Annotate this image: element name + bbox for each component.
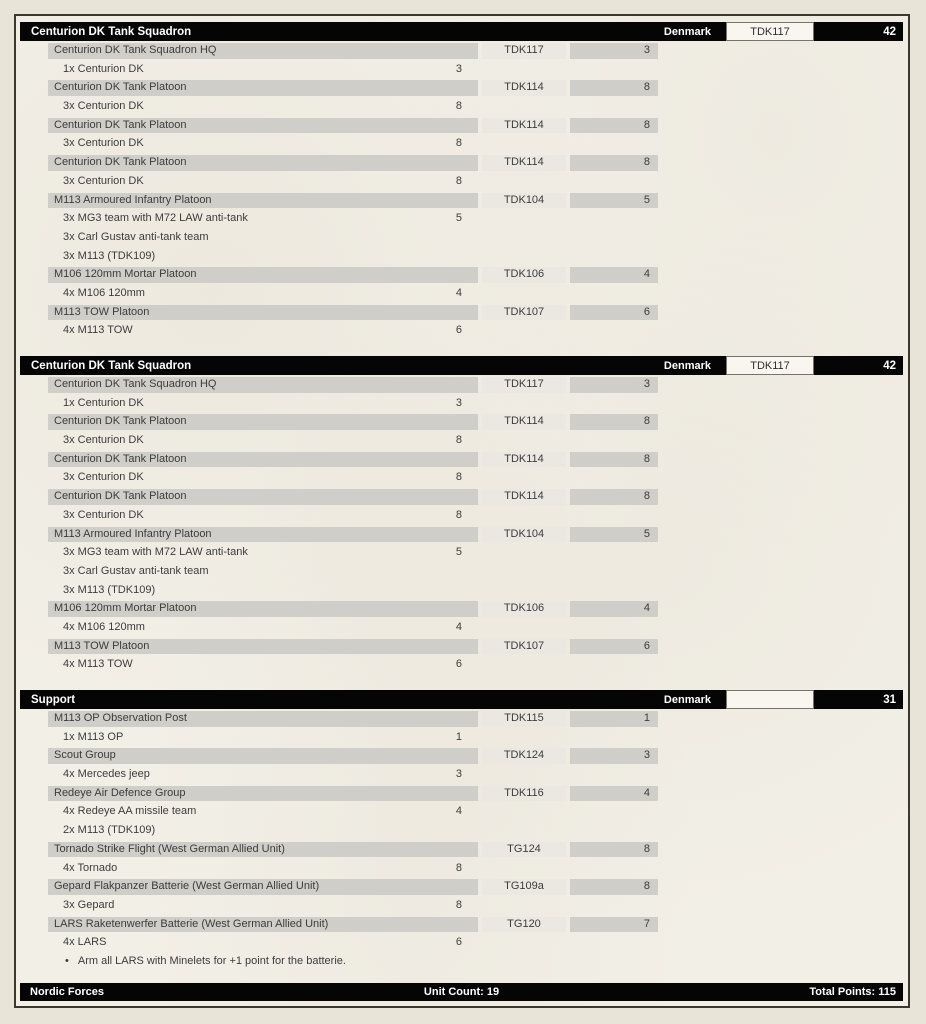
unit-code: TG124: [482, 842, 566, 858]
sub-item-count: 8: [455, 174, 462, 187]
sub-item-count: 8: [455, 898, 462, 911]
unit-points: 6: [570, 639, 658, 655]
sub-item-name: 4x Tornado: [63, 861, 118, 874]
unit-row: [16, 600, 908, 619]
section-rows: [16, 42, 908, 341]
sub-row: [16, 803, 908, 822]
sub-item-count: [48, 823, 462, 839]
unit-name: M113 Armoured Infantry Platoon: [48, 527, 478, 543]
unit-code: TDK117: [482, 377, 566, 393]
unit-points: 8: [570, 118, 658, 134]
sub-item-count: [48, 583, 462, 599]
note-row: [16, 953, 908, 972]
sub-row: [16, 544, 908, 563]
sub-item-name: 4x M106 120mm: [63, 620, 145, 633]
sub-row: [16, 729, 908, 748]
sub-row: [16, 210, 908, 229]
unit-name: M113 TOW Platoon: [48, 305, 478, 321]
sub-item-count: [48, 230, 462, 246]
sub-item-name: 3x M113 (TDK109): [63, 249, 156, 262]
sections-container: [16, 16, 908, 972]
section-code-box: [726, 690, 814, 709]
unit-row: [16, 413, 908, 432]
unit-name: M113 Armoured Infantry Platoon: [48, 193, 478, 209]
unit-points: 8: [570, 842, 658, 858]
section-nation: Denmark: [663, 693, 711, 706]
sub-item-name: 3x Gepard: [63, 898, 115, 911]
sub-item-name: 1x M113 OP: [63, 730, 124, 743]
sub-item-count: 8: [455, 508, 462, 521]
sub-row: [16, 395, 908, 414]
sub-item-count: 1: [455, 730, 462, 743]
unit-points: 6: [570, 305, 658, 321]
unit-code: TDK116: [482, 786, 566, 802]
sub-item-name: 2x M113 (TDK109): [63, 824, 156, 837]
unit-points: 3: [570, 748, 658, 764]
sub-item-count: 6: [455, 324, 462, 337]
sub-item-count: 8: [455, 137, 462, 150]
sub-row: [16, 432, 908, 451]
sub-item-name: 4x Mercedes jeep: [63, 768, 150, 781]
sub-row: [16, 248, 908, 267]
unit-code: TDK117: [482, 43, 566, 59]
unit-row: [16, 42, 908, 61]
sub-row: [16, 173, 908, 192]
sub-item-name: 3x Carl Gustav anti-tank team: [63, 230, 209, 243]
unit-code: TDK106: [482, 601, 566, 617]
sub-row: [16, 897, 908, 916]
sub-row: [16, 61, 908, 80]
unit-name: LARS Raketenwerfer Batterie (West German Allied Unit): [48, 917, 478, 933]
sub-item-name: 1x Centurion DK: [63, 396, 144, 409]
unit-points: 8: [570, 155, 658, 171]
unit-row: [16, 841, 908, 860]
sub-row: [16, 469, 908, 488]
unit-row: [16, 266, 908, 285]
sub-item-count: 8: [455, 100, 462, 113]
section-nation: Denmark: [663, 25, 711, 38]
unit-points: 7: [570, 917, 658, 933]
sub-item-name: 3x Centurion DK: [63, 100, 144, 113]
sub-item-name: 3x M113 (TDK109): [63, 583, 156, 596]
section-title: Centurion DK Tank Squadron: [31, 25, 192, 38]
section: [16, 690, 908, 972]
sub-row: [16, 507, 908, 526]
unit-row: [16, 79, 908, 98]
section-code-box: TDK117: [726, 22, 814, 41]
sub-item-count: 6: [455, 936, 462, 949]
unit-row: [16, 526, 908, 545]
unit-name: Centurion DK Tank Platoon: [48, 80, 478, 96]
sub-item-name: 3x Centurion DK: [63, 174, 144, 187]
unit-code: TDK104: [482, 527, 566, 543]
unit-points: 8: [570, 879, 658, 895]
sub-item-count: 3: [455, 768, 462, 781]
unit-points: 1: [570, 711, 658, 727]
sub-item-count: 8: [455, 434, 462, 447]
unit-name: Redeye Air Defence Group: [48, 786, 478, 802]
unit-code: TG109a: [482, 879, 566, 895]
sub-item-count: 5: [455, 212, 462, 225]
unit-name: Centurion DK Tank Platoon: [48, 118, 478, 134]
sub-row: [16, 135, 908, 154]
footer-force-name: Nordic Forces: [30, 985, 104, 998]
sub-item-count: 8: [455, 471, 462, 484]
unit-code: TDK114: [482, 155, 566, 171]
bullet-icon: •: [65, 954, 69, 967]
unit-name: Centurion DK Tank Platoon: [48, 414, 478, 430]
unit-code: TDK114: [482, 118, 566, 134]
unit-points: 3: [570, 43, 658, 59]
unit-points: 8: [570, 414, 658, 430]
sub-item-count: 5: [455, 546, 462, 559]
sub-item-count: 6: [455, 658, 462, 671]
section-rows: [16, 710, 908, 972]
footer-bar: [20, 983, 903, 1002]
unit-points: 8: [570, 80, 658, 96]
unit-points: 8: [570, 489, 658, 505]
sub-row: [16, 860, 908, 879]
sub-item-name: 3x Carl Gustav anti-tank team: [63, 564, 209, 577]
sub-item-count: 4: [455, 805, 462, 818]
section-rows: [16, 376, 908, 675]
unit-points: 5: [570, 527, 658, 543]
footer-total-points: Total Points: 115: [809, 985, 896, 998]
sub-item-name: 3x Centurion DK: [63, 471, 144, 484]
sub-item-name: 3x MG3 team with M72 LAW anti-tank: [63, 546, 248, 559]
unit-row: [16, 710, 908, 729]
note-text: [48, 954, 346, 970]
unit-row: [16, 304, 908, 323]
sub-row: [16, 619, 908, 638]
section: [16, 356, 908, 675]
section-title: Support: [31, 693, 76, 706]
unit-name: Gepard Flakpanzer Batterie (West German Allied Unit): [48, 879, 478, 895]
unit-name: Centurion DK Tank Squadron HQ: [48, 377, 478, 393]
sub-item-count: 3: [455, 396, 462, 409]
unit-code: TDK107: [482, 305, 566, 321]
sub-item-name: 4x Redeye AA missile team: [63, 805, 197, 818]
sub-item-count: 4: [455, 286, 462, 299]
sub-item-name: 4x LARS: [63, 936, 107, 949]
unit-code: TDK104: [482, 193, 566, 209]
sub-item-count: [48, 564, 462, 580]
unit-row: [16, 878, 908, 897]
unit-points: 5: [570, 193, 658, 209]
sub-item-count: [48, 249, 462, 265]
sub-row: [16, 822, 908, 841]
unit-row: [16, 916, 908, 935]
unit-row: [16, 747, 908, 766]
sub-row: [16, 563, 908, 582]
army-list-sheet: [14, 14, 910, 1008]
sub-item-name: 3x Centurion DK: [63, 434, 144, 447]
unit-code: TDK115: [482, 711, 566, 727]
unit-code: TDK114: [482, 452, 566, 468]
unit-points: 4: [570, 601, 658, 617]
sub-row: [16, 582, 908, 601]
section-header-bar: [20, 356, 903, 375]
sub-row: [16, 285, 908, 304]
sub-row: [16, 766, 908, 785]
unit-name: M113 OP Observation Post: [48, 711, 478, 727]
unit-row: [16, 376, 908, 395]
unit-row: [16, 785, 908, 804]
sub-item-name: 3x Centurion DK: [63, 508, 144, 521]
unit-code: TDK106: [482, 267, 566, 283]
footer-unit-count: Unit Count: 19: [423, 985, 500, 998]
section-title: Centurion DK Tank Squadron: [31, 359, 192, 372]
unit-code: TDK114: [482, 489, 566, 505]
section: [16, 22, 908, 341]
section-points: 42: [883, 25, 896, 38]
unit-code: TDK124: [482, 748, 566, 764]
unit-name: M106 120mm Mortar Platoon: [48, 601, 478, 617]
sub-row: [16, 656, 908, 675]
note-label: Arm all LARS with Minelets for +1 point for the batterie.: [77, 954, 346, 967]
sub-row: [16, 322, 908, 341]
section-points: 31: [883, 693, 896, 706]
unit-name: M106 120mm Mortar Platoon: [48, 267, 478, 283]
sub-item-name: 3x Centurion DK: [63, 137, 144, 150]
sub-item-count: 8: [455, 861, 462, 874]
sub-item-count: 4: [455, 620, 462, 633]
unit-name: Scout Group: [48, 748, 478, 764]
unit-points: 4: [570, 267, 658, 283]
section-nation: Denmark: [663, 359, 711, 372]
unit-code: TDK114: [482, 80, 566, 96]
unit-name: Centurion DK Tank Platoon: [48, 155, 478, 171]
unit-code: TDK107: [482, 639, 566, 655]
unit-name: M113 TOW Platoon: [48, 639, 478, 655]
unit-name: Centurion DK Tank Squadron HQ: [48, 43, 478, 59]
sub-item-name: 3x MG3 team with M72 LAW anti-tank: [63, 212, 248, 225]
unit-points: 8: [570, 452, 658, 468]
unit-code: TG120: [482, 917, 566, 933]
section-points: 42: [883, 359, 896, 372]
unit-name: Tornado Strike Flight (West German Allied Unit): [48, 842, 478, 858]
unit-row: [16, 488, 908, 507]
section-header-bar: [20, 22, 903, 41]
sub-row: [16, 229, 908, 248]
sub-row: [16, 98, 908, 117]
unit-name: Centurion DK Tank Platoon: [48, 452, 478, 468]
section-header-bar: [20, 690, 903, 709]
unit-points: 4: [570, 786, 658, 802]
unit-name: Centurion DK Tank Platoon: [48, 489, 478, 505]
sub-item-name: 4x M113 TOW: [63, 658, 133, 671]
sub-row: [16, 934, 908, 953]
unit-row: [16, 638, 908, 657]
unit-row: [16, 154, 908, 173]
sub-item-name: 1x Centurion DK: [63, 62, 144, 75]
unit-points: 3: [570, 377, 658, 393]
unit-row: [16, 192, 908, 211]
unit-row: [16, 451, 908, 470]
sub-item-name: 4x M106 120mm: [63, 286, 145, 299]
sub-item-count: 3: [455, 62, 462, 75]
section-code-box: TDK117: [726, 356, 814, 375]
unit-row: [16, 117, 908, 136]
unit-code: TDK114: [482, 414, 566, 430]
sub-item-name: 4x M113 TOW: [63, 324, 133, 337]
